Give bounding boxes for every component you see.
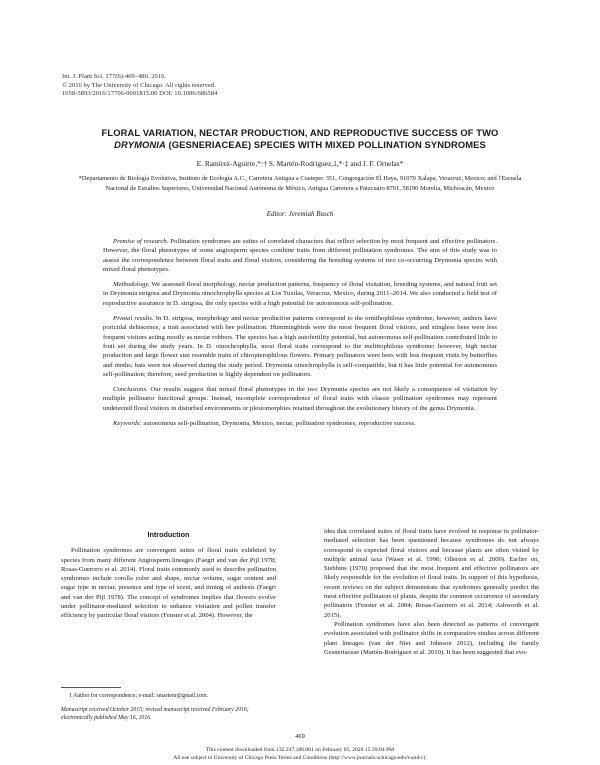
download-notice (0, 746, 600, 762)
methodology-label: Methodology. (113, 281, 150, 289)
download-line: This content downloaded from 132.247.186.001 on February 05, 2020 15:39:04 PM (205, 747, 395, 753)
page-number: 469 (295, 733, 305, 740)
intro-paragraph-2: Pollination syndromes have also been detected as patterns of convergent evolution associated with pollinator shifts in comparative studies across different plant lineages (van der Niet and Johnson 2012), including the family Gesneriaceae (Martén-Rodríguez et al. 2010). It has been suggested that evo- (324, 620, 539, 656)
authors: E. Ramírez-Aguirre,*·† S. Martén-Rodríguez,1,*·‡ and J. F. Ornelas* (196, 159, 404, 168)
premise-label: Premise of research. (113, 238, 169, 245)
doi-line: 1058-5893/2016/17706-0001$15.00 DOI: 10.1086/686584 (62, 90, 218, 98)
right-column (324, 527, 539, 657)
conclusions-text: Our results suggest that mixed floral phenotypes in the two Drymonia species are not likely a consequence of visitation by multiple pollinator functional groups. Instead, incomplete correspondence of floral traits with classic pollination syndromes may represent undetected floral visitors in disturbed environments or plesiomorphies retained throughout the evolutionary history of the genus Drymonia. (103, 386, 497, 412)
intro-paragraph-1: Pollination syndromes are convergent suites of floral traits exhibited by species from many different Angiosperm lineages (Faegri and van der Pijl 1978; Rosas-Guerrero et al. 2014). Floral traits commonly used to describe pollination syndromes include corolla color and shape, nectar volume, sugar content and sugar type in nectar, presence and type of scent, and timing of anthesis (Faegri and van der Pijl 1978). The concept of syndromes implies that flowers evolve under pollinator-mediated selection to enhance visitation and pollen transfer efficiency by particular floral visitors (Fenster et al. 2004). However, the (61, 547, 276, 620)
title-line-1: FLORAL VARIATION, NECTAR PRODUCTION, AND REPRODUCTIVE SUCCESS OF TWO (101, 127, 499, 138)
footnote-correspondence: 1 Author for correspondence; e-mail: smartenr@gmail.com. (69, 693, 209, 699)
section-heading-introduction: Introduction (147, 530, 190, 539)
abstract-pivotal-results (103, 314, 497, 379)
methodology-text: We assessed floral morphology, nectar production patterns, frequency of floral visitation, breeding systems, and natural fruit set in Drymonia strigosa and Drymonia oinochrophylla species at Los Tuxtlas, Veracruz, Mexico, during 2011–2014. We also conducted a field test of reproductive assurance in D. strigosa, the only species with a high potential for autonomous self-pollination. (103, 281, 497, 307)
journal-header (62, 73, 217, 99)
pivotal-label: Pivotal results. (113, 315, 154, 323)
keywords (103, 419, 497, 428)
conclusions-label: Conclusions. (113, 386, 148, 394)
citation-line: Int. J. Plant Sci. 177(6):469–480. 2016. (62, 73, 167, 80)
abstract-premise (103, 237, 497, 274)
editor: Editor: Jeremiah Busch (266, 210, 334, 218)
title-line-2 (60, 139, 540, 151)
abstract-methodology (103, 280, 497, 308)
keywords-text: autonomous self-pollination, Drymonia, Mexico, nectar, pollination syndromes, reproductive success. (141, 420, 416, 428)
abstract-conclusions (103, 385, 497, 413)
footnote-received: Manuscript received October 2015; revised manuscript received February 2016; electronically published May 16, 2016. (61, 707, 249, 721)
terms-line: All use subject to University of Chicago Press Terms and Conditions (http://www.journals.uchicago.edu/t-and-c). (173, 755, 427, 761)
left-column (61, 527, 276, 621)
article-title (60, 127, 540, 151)
abstract (103, 237, 497, 434)
pivotal-text: In D. strigosa, morphology and nectar production patterns correspond to the ornithophilous syndrome; however, anthers have poricidal dehiscence, a trait associated with bee pollination. Hummingbirds were the most frequent floral visitors, and stingless bees were less frequent visitors acting mostly as nectar robbers. The species has a high autofertility potential, but autonomous self-pollination contributed little to fruit set during the study years. In D. oinochrophylla, most floral traits correspond to the melittophilous syndrome; however, high nectar production and large flower size resemble traits of chiropterophilous flowers. Primary pollinators were bees with less frequent visits by butterflies and moths; bats were not observed during the study period. Drymonia oinochrophylla is self-compatible, but it has little potential for autonomous self-pollination; therefore, seed production is highly dependent on pollinators. (103, 315, 497, 378)
title-genus: DRYMONIA (114, 139, 166, 150)
footnote-separator (61, 687, 121, 688)
copyright-line: © 2016 by The University of Chicago. All rights reserved. (62, 81, 216, 89)
title-line-2-rest: (GESNERIACEAE) SPECIES WITH MIXED POLLINATION SYNDROMES (165, 139, 486, 150)
keywords-label: Keywords: (113, 420, 142, 428)
affiliations: *Departamento de Biología Evolutiva, Instituto de Ecología A.C., Carretera Antigua a Coatepec 351, Congregación El Haya, 91070 Xalapa, Veracruz, Mexico; and †Escuela Nacional de Estudios Superiores, Universidad Nacional Autónoma de México, Antigua Carretera a Pátzcuaro 8701, 58190 Morelia, Michoacán, Mexico (78, 175, 522, 192)
premise-text: Pollination syndromes are suites of correlated characters that reflect selection by most frequent and effective pollinators. However, the floral phenotypes of some angiosperm species combine traits from different pollination syndromes. The aim of this study was to assess the correspondence between floral traits and floral visitors, considering the breeding systems of two co-occurring Drymonia species with mixed floral phenotypes. (103, 238, 497, 273)
intro-paragraph-1-cont: idea that correlated suites of floral traits have evolved in response to pollinator-mediated selection has been questioned because syndromes do not always correspond to expected floral visitors and because plants are often visited by multiple animal taxa (Waser et al. 1996; Ollerton et al. 2009). Earlier on, Stebbins (1970) proposed that the most frequent and effective pollinators are likely responsible for the evolution of floral traits. In support of this hypothesis, recent reviews on the subject demonstrate that syndromes generally predict the most effective pollinators of plants, despite the common occurrence of secondary pollinators (Fenster et al. 2004; Rosas-Guerrero et al. 2014; Ashworth et al. 2015). (324, 528, 539, 619)
